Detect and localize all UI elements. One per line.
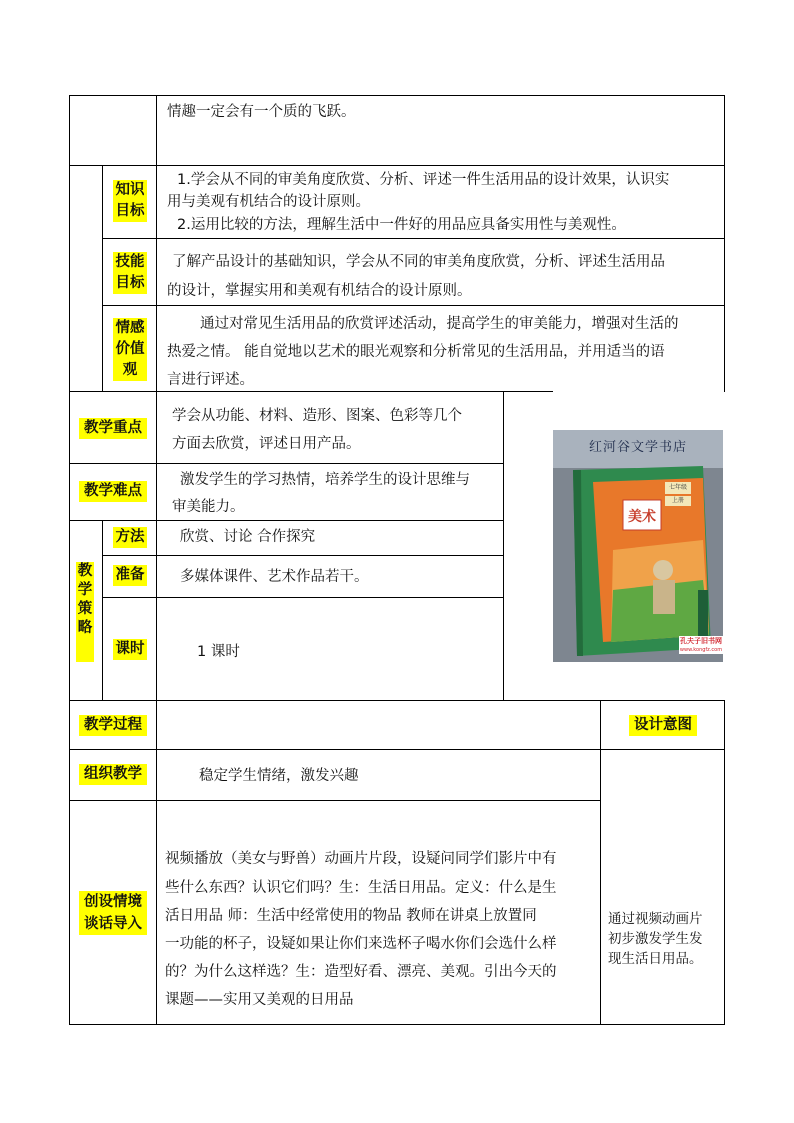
label-prep: 准备	[113, 565, 147, 586]
knowledge-line-3: 2.运用比较的方法，理解生活中一件好的用品应具备实用性与美观性。	[177, 217, 626, 233]
scenario-line-5: 的？为什么这样选？生：造型好看、漂亮、美观。引出今天的	[165, 964, 557, 980]
key-point-line-1: 学会从功能、材料、造形、图案、色彩等几个	[172, 408, 462, 424]
watermark-logo: 孔夫子旧书网	[680, 637, 722, 645]
knowledge-line-2: 用与美观有机结合的设计原则。	[167, 194, 370, 210]
label-difficulty: 教学难点	[79, 481, 147, 502]
row-line-emotion	[102, 305, 725, 306]
row-line-process	[69, 700, 725, 701]
label-key-point: 教学重点	[79, 418, 147, 439]
book-title: 美术	[628, 509, 656, 525]
method-text: 欣赏、讨论 合作探究	[180, 529, 316, 545]
intent-line-3: 现生活日用品。	[608, 951, 703, 967]
skill-line-1: 了解产品设计的基础知识，学会从不同的审美角度欣赏，分析、评述生活用品	[172, 254, 665, 270]
scenario-line-2: 些什么东西？认识它们吗？生：生活日用品。定义：什么是生	[165, 880, 557, 896]
row-line-skill	[102, 238, 725, 239]
objectives-inner-left	[102, 165, 103, 392]
row-line-strategy	[69, 520, 504, 521]
col-line-label	[156, 391, 157, 1024]
col-line-content-end	[503, 391, 504, 700]
book-publisher-banner: 红河谷文学书店	[588, 440, 687, 455]
hours-text: 1 课时	[197, 644, 240, 660]
label-design-intent: 设计意图	[629, 715, 697, 736]
table-border-left	[69, 95, 70, 1024]
label-knowledge-objective: 知识目标	[113, 180, 147, 222]
knowledge-line-1: 1.学会从不同的审美角度欣赏、分析、评述一件生活用品的设计效果，认识实	[177, 172, 670, 188]
scenario-line-6: 课题——实用又美观的日用品	[165, 992, 354, 1008]
difficulty-line-2: 审美能力。	[172, 499, 245, 515]
label-skill-objective: 技能目标	[113, 252, 147, 294]
row-line-scenario	[69, 800, 601, 801]
row-line-keypoint	[69, 391, 553, 392]
textbook-cover-image	[553, 430, 723, 662]
intent-line-2: 初步激发学生发	[608, 931, 703, 947]
book-volume: 上册	[671, 497, 684, 504]
col-line-1	[156, 95, 157, 392]
label-strategy: 教学策略	[76, 562, 94, 662]
emotion-line-2: 热爱之情。 能自觉地以艺术的眼光观察和分析常见的生活用品，并用适当的语	[167, 344, 665, 360]
row-line-prep	[102, 555, 504, 556]
scenario-line-1: 视频播放（美女与野兽）动画片片段，设疑问同学们影片中有	[165, 851, 557, 867]
emotion-line-3: 言进行评述。	[167, 372, 254, 388]
label-method: 方法	[113, 527, 147, 548]
label-scenario: 创设情境谈话导入	[79, 891, 147, 935]
label-emotion-values: 情感价值观	[113, 318, 147, 381]
table-border-bottom	[69, 1024, 725, 1025]
row-line-difficulty	[69, 463, 504, 464]
difficulty-line-1: 激发学生的学习热情，培养学生的设计思维与	[180, 472, 470, 488]
label-teaching-process: 教学过程	[79, 715, 147, 736]
intro-continuation: 情趣一定会有一个质的飞跃。	[167, 104, 356, 120]
row-line-organize	[69, 749, 725, 750]
watermark-site: www.kongfz.com	[679, 647, 723, 653]
table-border-right-upper	[724, 95, 725, 392]
intent-line-1: 通过视频动画片	[608, 911, 703, 927]
organize-text: 稳定学生情绪，激发兴趣	[199, 768, 359, 784]
row-line-hours	[102, 597, 504, 598]
label-hours: 课时	[113, 639, 147, 660]
key-point-line-2: 方面去欣赏，评述日用产品。	[172, 436, 361, 452]
scenario-line-3: 活日用品 师：生活中经常使用的物品 教师在讲桌上放置同	[165, 908, 537, 924]
table-border-top	[69, 95, 725, 96]
scenario-line-4: 一功能的杯子，设疑如果让你们来选杯子喝水你们会选什么样	[165, 936, 557, 952]
prep-text: 多媒体课件、艺术作品若干。	[180, 569, 369, 585]
emotion-line-1: 通过对常见生活用品的欣赏评述活动，提高学生的审美能力，增强对生活的	[200, 316, 679, 332]
label-organize: 组织教学	[79, 764, 147, 785]
skill-line-2: 的设计，掌握实用和美观有机结合的设计原则。	[167, 283, 472, 299]
book-grade: 七年级	[668, 484, 687, 491]
strategy-inner-left	[102, 520, 103, 700]
row-line-objectives	[69, 165, 725, 166]
